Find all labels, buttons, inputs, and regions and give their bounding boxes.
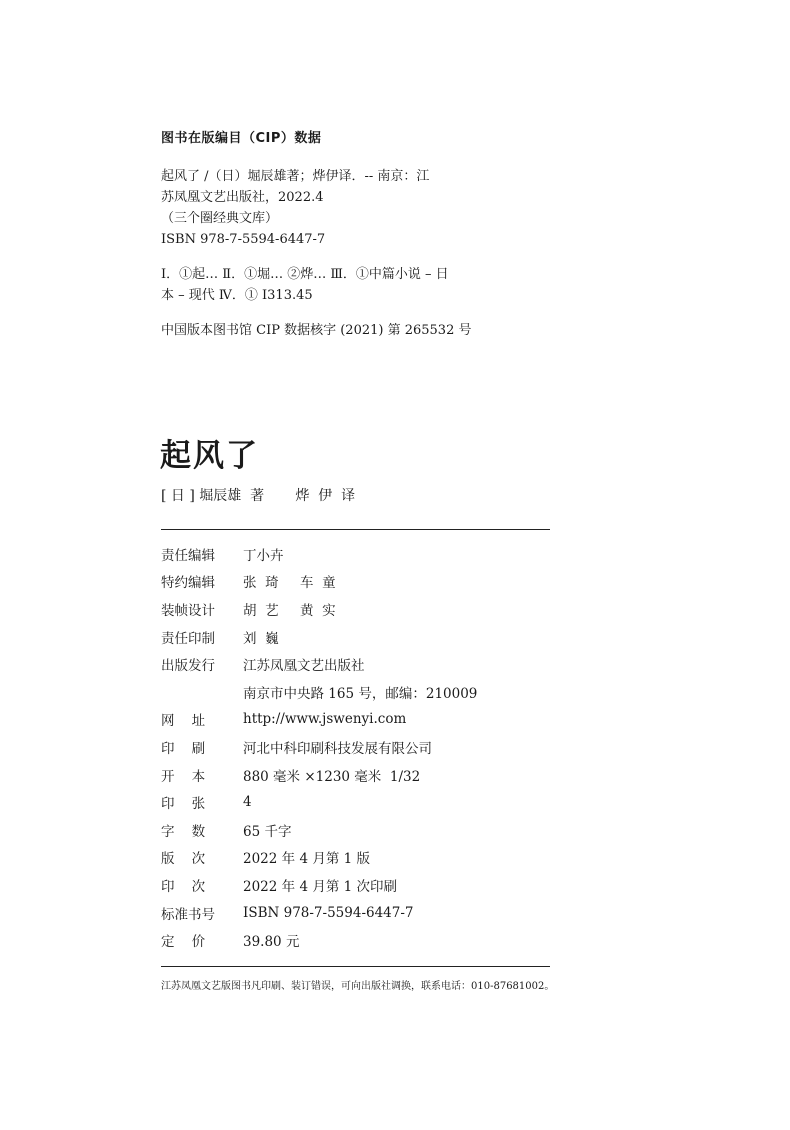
info-value: 39.80 元 bbox=[243, 934, 300, 951]
publication-info bbox=[161, 540, 581, 954]
info-label: 印 次 bbox=[161, 878, 206, 895]
cip-classification bbox=[161, 264, 581, 306]
info-row bbox=[161, 733, 581, 761]
info-label: 版 次 bbox=[161, 851, 206, 868]
info-value: 4 bbox=[243, 794, 252, 811]
info-label: 印 刷 bbox=[161, 740, 206, 757]
top-divider bbox=[161, 529, 550, 530]
info-row bbox=[161, 926, 581, 954]
info-value: 南京市中央路 165 号，邮编：210009 bbox=[243, 685, 478, 702]
info-label: 字 数 bbox=[161, 823, 206, 840]
info-value: 江苏凤凰文艺出版社 bbox=[243, 658, 365, 675]
info-label: 标准书号 bbox=[161, 906, 215, 923]
footer-note: 江苏凤凰文艺版图书凡印刷、装订错误，可向出版社调换，联系电话：010-87681002。 bbox=[161, 981, 555, 992]
cip-record-line: （三个圈经典文库） bbox=[161, 211, 279, 226]
info-label: 装帧设计 bbox=[161, 602, 215, 619]
info-value: 丁小卉 bbox=[243, 547, 284, 564]
info-label: 责任编辑 bbox=[161, 547, 215, 564]
info-row bbox=[161, 568, 581, 596]
info-value: 张 琦 车 童 bbox=[243, 575, 336, 592]
cip-record-line: 苏凤凰文艺出版社，2022.4 bbox=[161, 190, 324, 205]
info-row bbox=[161, 899, 581, 927]
info-label: 网 址 bbox=[161, 713, 206, 730]
info-value: 胡 艺 黄 实 bbox=[243, 602, 336, 619]
info-label: 责任印制 bbox=[161, 630, 215, 647]
info-value: 65 千字 bbox=[243, 823, 292, 840]
info-row bbox=[161, 678, 581, 706]
info-label: 开 本 bbox=[161, 768, 206, 785]
info-row bbox=[161, 650, 581, 678]
info-value: 2022 年 4 月第 1 次印刷 bbox=[243, 878, 397, 895]
cip-record-line: 起风了 /（日）堀辰雄著；烨伊译．-- 南京：江 bbox=[161, 169, 430, 184]
info-row bbox=[161, 761, 581, 789]
info-row bbox=[161, 595, 581, 623]
info-label: 出版发行 bbox=[161, 658, 215, 675]
cip-number: 中国版本图书馆 CIP 数据核字 (2021) 第 265532 号 bbox=[161, 323, 472, 338]
info-label: 定 价 bbox=[161, 934, 206, 951]
author-line: [ 日 ] 堀辰雄 著 烨 伊 译 bbox=[161, 488, 356, 504]
info-value: 880 毫米 ×1230 毫米 1/32 bbox=[243, 768, 421, 785]
info-row bbox=[161, 788, 581, 816]
info-label: 印 张 bbox=[161, 796, 206, 813]
info-row bbox=[161, 706, 581, 734]
bottom-divider bbox=[161, 966, 550, 967]
info-value: ISBN 978-7-5594-6447-7 bbox=[243, 904, 414, 921]
cip-record-line: ISBN 978-7-5594-6447-7 bbox=[161, 232, 326, 247]
cip-section bbox=[161, 127, 581, 341]
info-row bbox=[161, 844, 581, 872]
info-value: 刘 巍 bbox=[243, 630, 279, 647]
info-row bbox=[161, 623, 581, 651]
info-value: 2022 年 4 月第 1 版 bbox=[243, 851, 370, 868]
book-title: 起风了 bbox=[160, 438, 259, 474]
info-row bbox=[161, 816, 581, 844]
cip-record bbox=[161, 166, 581, 250]
cip-classification-line: Ⅰ．①起… Ⅱ．①堀… ②烨… Ⅲ．①中篇小说 – 日 bbox=[161, 267, 449, 282]
info-value: 河北中科印刷科技发展有限公司 bbox=[243, 740, 432, 757]
website-url: http://www.jswenyi.com bbox=[243, 711, 407, 728]
info-row bbox=[161, 871, 581, 899]
info-label: 特约编辑 bbox=[161, 575, 215, 592]
cip-classification-line: 本 – 现代 Ⅳ．① I313.45 bbox=[161, 288, 313, 303]
cip-heading: 图书在版编目（CIP）数据 bbox=[161, 131, 322, 146]
info-row bbox=[161, 540, 581, 568]
